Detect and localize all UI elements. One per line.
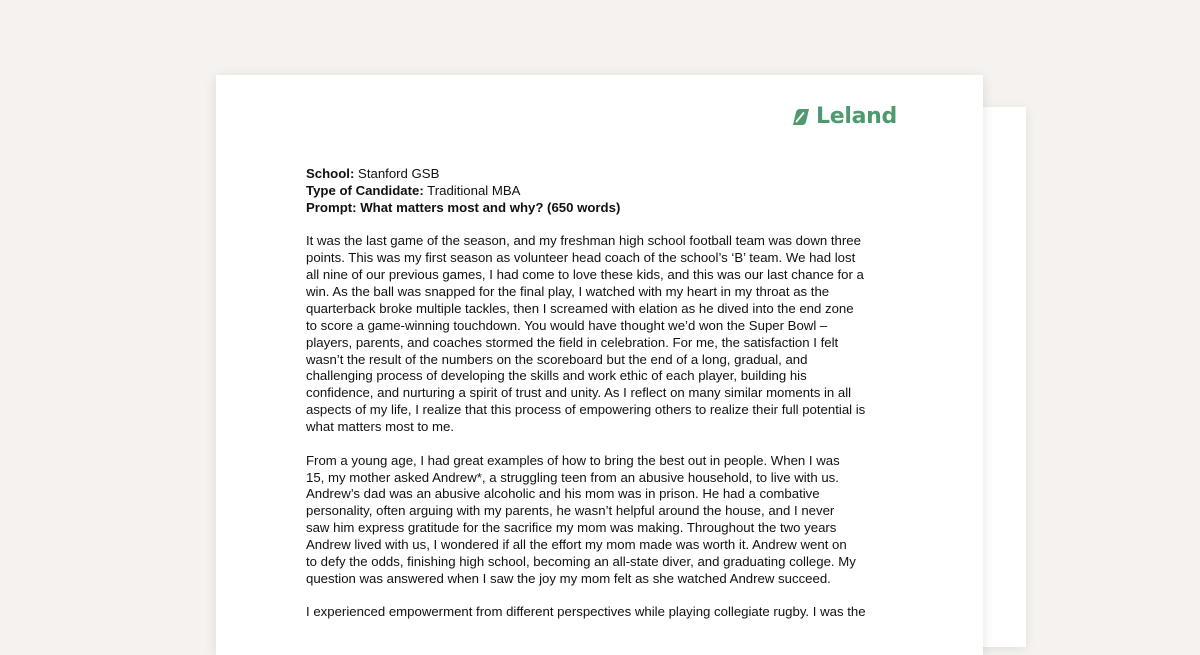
text-line: all nine of our previous games, I had come to love these kids, and this was our last chance for a <box>306 267 864 283</box>
candidate-label: Type of Candidate: <box>306 182 424 198</box>
essay-paragraph-2 <box>306 453 906 588</box>
essay-content <box>306 166 906 621</box>
text-line: challenging process of developing the skills and work ethic of each player, building his <box>306 368 807 384</box>
text-line: win. As the ball was snapped for the final play, I watched with my heart in my throat as the <box>306 283 830 299</box>
text-line: aspects of my life, I realize that this process of empowering others to realize their full potential is <box>306 402 866 418</box>
brand-name: Leland <box>816 104 897 129</box>
essay-paragraph-3 <box>306 604 906 621</box>
leaf-icon <box>790 107 810 127</box>
text-line: quarterback broke multiple tackles, then I screamed with elation as he dived into the end zone <box>306 300 854 316</box>
candidate-row <box>306 183 906 200</box>
text-line: saw him express gratitude for the sacrifice my mom was making. Throughout the two years <box>306 520 837 536</box>
text-line: what matters most to me. <box>306 419 455 435</box>
school-value: Stanford GSB <box>358 166 440 181</box>
school-row <box>306 166 906 183</box>
text-line: Andrew’s dad was an abusive alcoholic and his mom was in prison. He had a combative <box>306 486 820 502</box>
prompt-row <box>306 200 906 217</box>
essay-paragraph-1 <box>306 233 906 436</box>
text-line: points. This was my first season as volunteer head coach of the school’s ‘B’ team. We had lost <box>306 250 856 266</box>
text-line: wasn’t the result of the numbers on the scoreboard but the end of a long, gradual, and <box>306 351 808 367</box>
candidate-value: Traditional MBA <box>427 182 521 198</box>
text-line: question was answered when I saw the joy my mom felt as she watched Andrew succeed. <box>306 570 831 586</box>
text-line: Andrew lived with us, I wondered if all the effort my mom made was worth it. Andrew went on <box>306 537 847 553</box>
text-line: confidence, and nurturing a spirit of trust and unity. As I reflect on many similar moments in all <box>306 385 852 401</box>
text-line: to score a game-winning touchdown. You would have thought we’d won the Super Bowl – <box>306 317 828 333</box>
text-line: 15, my mother asked Andrew*, a struggling teen from an abusive household, to live with us. <box>306 469 839 485</box>
text-line: players, parents, and coaches stormed the field in celebration. For me, the satisfaction I felt <box>306 334 839 350</box>
text-line: I experienced empowerment from different perspectives while playing collegiate rugby. I was the <box>306 604 866 620</box>
text-line: personality, often arguing with my parents, he wasn’t helpful around the house, and I never <box>306 503 835 519</box>
document-page <box>216 75 983 655</box>
text-line: From a young age, I had great examples of how to bring the best out in people. When I was <box>306 452 840 468</box>
essay-meta <box>306 166 906 217</box>
school-label: School: <box>306 166 355 181</box>
text-line: to defy the odds, finishing high school, becoming an all-state diver, and graduating college. My <box>306 554 856 570</box>
brand-logo <box>790 104 897 129</box>
prompt-text: Prompt: What matters most and why? (650 words) <box>306 199 621 215</box>
text-line: It was the last game of the season, and my freshman high school football team was down three <box>306 233 861 249</box>
